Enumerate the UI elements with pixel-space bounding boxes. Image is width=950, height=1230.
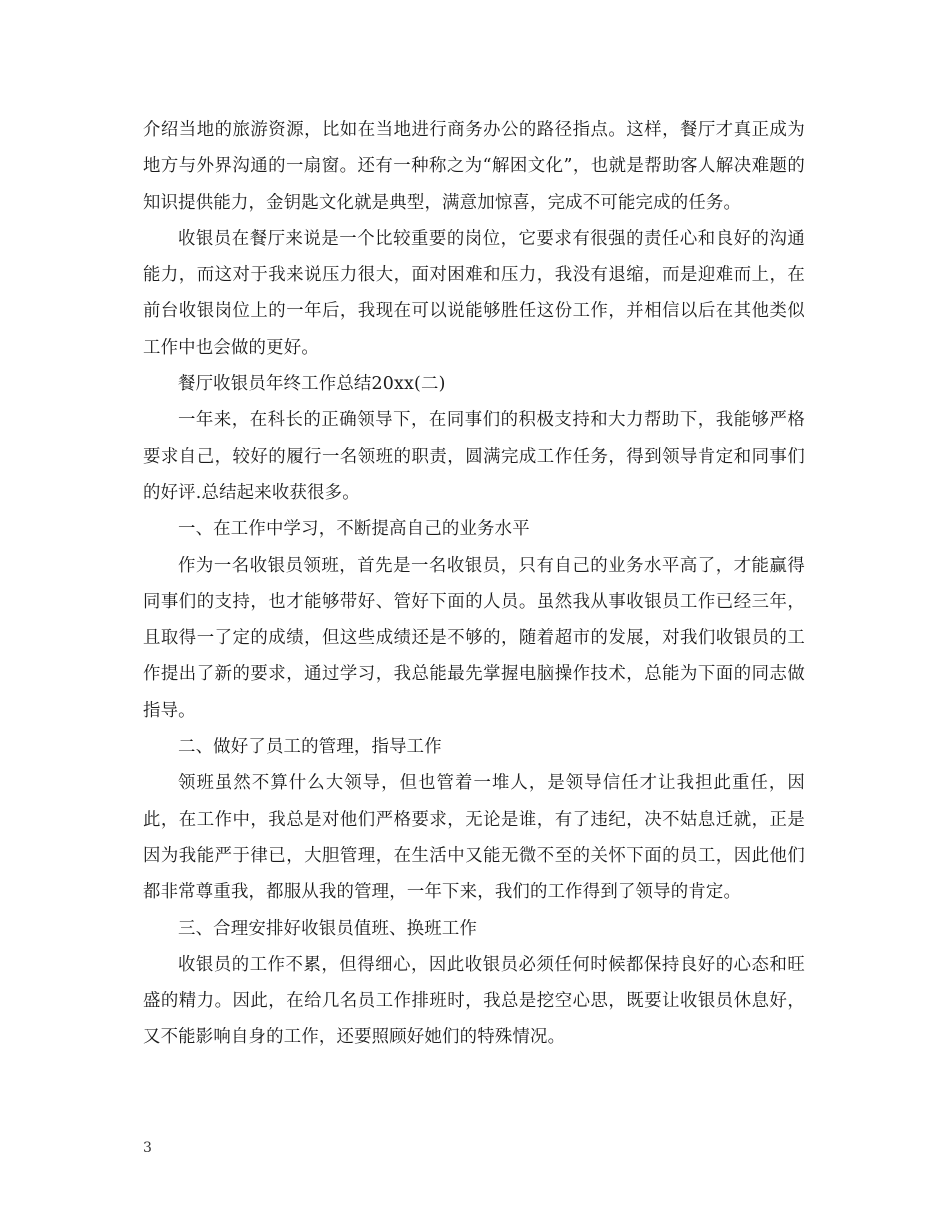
document-body (143, 112, 805, 1056)
paragraph-3: 一年来，在科长的正确领导下，在同事们的积极支持和大力帮助下，我能够严格要求自己，较好的履行一名领班的职责，圆满完成工作任务，得到领导肯定和同事们的好评.总结起来收获很多。 (143, 410, 805, 503)
paragraph-5: 领班虽然不算什么大领导，但也管着一堆人，是领导信任才让我担此重任，因此，在工作中，我总是对他们严格要求，无论是谁，有了违纪，决不姑息迁就，正是因为我能严于律已，大胆管理，在生活中又能无微不至的关怀下面的员工，因此他们都非常尊重我，都服从我的管理，一年下来，我们的工作得到了领导的肯定。 (143, 773, 805, 903)
page-number: 3 (143, 1140, 152, 1156)
paragraph-2: 收银员在餐厅来说是一个比较重要的岗位，它要求有很强的责任心和良好的沟通能力，而这对于我来说压力很大，面对困难和压力，我没有退缩，而是迎难而上，在前台收银岗位上的一年后，我现在可以说能够胜任这份工作，并相信以后在其他类似工作中也会做的更好。 (143, 228, 805, 358)
heading-3: 三、合理安排好收银员值班、换班工作 (178, 918, 478, 939)
heading-1: 一、在工作中学习，不断提高自己的业务水平 (178, 519, 530, 540)
paragraph-4: 作为一名收银员领班，首先是一名收银员，只有自己的业务水平高了，才能赢得同事们的支持，也才能够带好、管好下面的人员。虽然我从事收银员工作已经三年，且取得一了定的成绩，但这些成绩还是不够的，随着超市的发展，对我们收银员的工作提出了新的要求，通过学习，我总能最先掌握电脑操作技术，总能为下面的同志做指导。 (143, 555, 805, 721)
paragraph-1: 介绍当地的旅游资源，比如在当地进行商务办公的路径指点。这样，餐厅才真正成为地方与外界沟通的一扇窗。还有一种称之为“解困文化”，也就是帮助客人解决难题的知识提供能力，金钥匙文化就是典型，满意加惊喜，完成不可能完成的任务。 (143, 120, 805, 213)
section-title: 餐厅收银员年终工作总结20xx(二) (178, 374, 446, 395)
heading-2: 二、做好了员工的管理，指导工作 (178, 737, 442, 758)
paragraph-6: 收银员的工作不累，但得细心，因此收银员必须任何时候都保持良好的心态和旺盛的精力。因此，在给几名员工作排班时，我总是挖空心思，既要让收银员休息好，又不能影响自身的工作，还要照顾好她们的特殊情况。 (143, 954, 805, 1048)
